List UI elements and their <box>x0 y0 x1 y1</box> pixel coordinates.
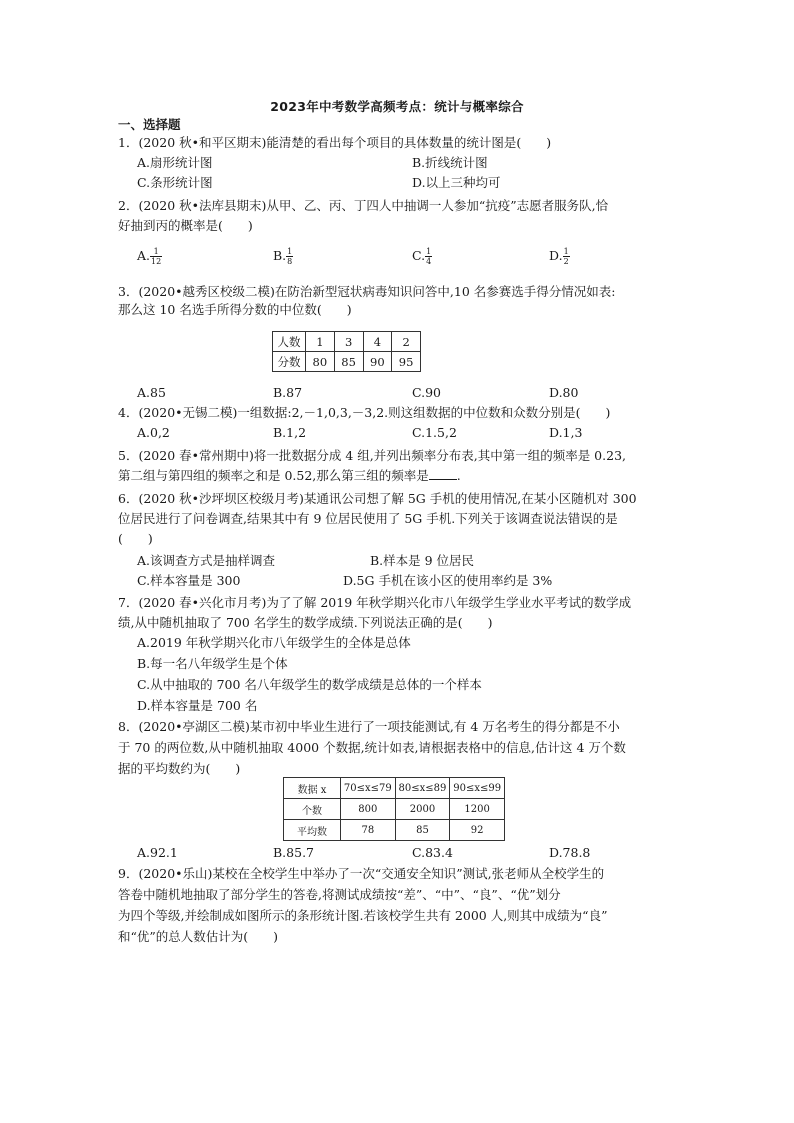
question-3-option-c: C.90 <box>412 385 441 400</box>
question-2-option-b: B. $\frac{1}{8}$ <box>273 247 293 266</box>
table-cell: 90≤x≤99 <box>450 778 505 799</box>
table-cell: 92 <box>450 820 505 841</box>
table-cell: 平均数 <box>284 820 341 841</box>
question-8-option-c: C.83.4 <box>412 845 453 860</box>
question-3-option-b: B.87 <box>273 385 303 400</box>
question-1-option-a: A.扇形统计图 <box>137 155 213 170</box>
question-2-option-d: D. $\frac{1}{2}$ <box>549 247 569 266</box>
question-6-option-d: D.5G 手机在该小区的使用率约是 3% <box>343 573 553 588</box>
table-cell: 85 <box>395 820 450 841</box>
question-4-stem: 4．(2020•无锡二模)一组数据:2,－1,0,3,－3,2.则这组数据的中位数和众数分别是( ) <box>118 405 611 420</box>
table-cell: 3 <box>334 332 363 352</box>
question-8-stem-line-3: 据的平均数约为( ) <box>118 761 241 776</box>
table-row <box>284 799 505 820</box>
table-cell: 数据 x <box>284 778 341 799</box>
fraction: $\frac{1}{8}$ <box>287 247 293 266</box>
question-8-option-b: B.85.7 <box>273 845 314 860</box>
question-3-option-d: D.80 <box>549 385 579 400</box>
question-7-stem-line-2: 绩,从中随机抽取了 700 名学生的数学成绩.下列说法正确的是( ) <box>118 615 493 630</box>
table-row <box>273 332 421 352</box>
question-1-option-d: D.以上三种均可 <box>412 175 501 190</box>
question-1-stem: 1．(2020 秋•和平区期末)能清楚的看出每个项目的具体数量的统计图是( ) <box>118 135 552 150</box>
fraction: $\frac{1}{4}$ <box>426 247 432 266</box>
table-cell: 90 <box>363 352 392 372</box>
question-6-option-b: B.样本是 9 位居民 <box>370 553 475 568</box>
question-4-option-b: B.1,2 <box>273 425 307 440</box>
table-cell: 个数 <box>284 799 341 820</box>
question-2-stem-line-1: 2．(2020 秋•法库县期末)从甲、乙、丙、丁四人中抽调一人参加“抗疫”志愿者服务队,恰 <box>118 198 609 213</box>
question-6-stem-line-1: 6．(2020 秋•沙坪坝区校级月考)某通讯公司想了解 5G 手机的使用情况,在某小区随机对 300 <box>118 491 637 506</box>
table-row <box>284 820 505 841</box>
question-3-stem-line-2: 那么这 10 名选手所得分数的中位数( ) <box>118 302 352 317</box>
table-cell: 2 <box>392 332 421 352</box>
question-4-option-d: D.1,3 <box>549 425 583 440</box>
question-9-stem-line-4: 和“优”的总人数估计为( ) <box>118 929 279 944</box>
table-cell: 95 <box>392 352 421 372</box>
table-row <box>284 778 505 799</box>
question-6-stem-line-3: ( ) <box>118 531 153 546</box>
question-6-stem-line-2: 位居民进行了问卷调查,结果其中有 9 位居民使用了 5G 手机.下列关于该调查说法错误的是 <box>118 511 618 526</box>
table-cell: 85 <box>334 352 363 372</box>
table-cell: 78 <box>341 820 396 841</box>
table-cell: 80≤x≤89 <box>395 778 450 799</box>
question-8-stem-line-1: 8．(2020•亭湖区二模)某市初中毕业生进行了一项技能测试,有 4 万名考生的得分都是不小 <box>118 719 620 734</box>
question-8-option-a: A.92.1 <box>137 845 178 860</box>
question-6-option-c: C.样本容量是 300 <box>137 573 241 588</box>
question-1-option-c: C.条形统计图 <box>137 175 213 190</box>
answer-blank <box>429 467 457 480</box>
table-cell: 4 <box>363 332 392 352</box>
table-cell: 2000 <box>395 799 450 820</box>
question-7-option-d: D.样本容量是 700 名 <box>137 698 258 713</box>
question-2-option-c: C. $\frac{1}{4}$ <box>412 247 432 266</box>
question-3-table <box>272 331 421 372</box>
table-cell: 分数 <box>273 352 306 372</box>
question-9-stem-line-1: 9．(2020•乐山)某校在全校学生中举办了一次“交通安全知识”测试,张老师从全校学生的 <box>118 866 605 881</box>
page-title: 2023年中考数学高频考点：统计与概率综合 <box>270 99 524 114</box>
fraction: $\frac{1}{12}$ <box>151 247 162 266</box>
question-7-option-c: C.从中抽取的 700 名八年级学生的数学成绩是总体的一个样本 <box>137 677 482 692</box>
question-1-option-b: B.折线统计图 <box>412 155 488 170</box>
question-7-stem-line-1: 7．(2020 春•兴化市月考)为了了解 2019 年秋学期兴化市八年级学生学业水平考试的数学成 <box>118 595 632 610</box>
table-cell: 800 <box>341 799 396 820</box>
section-heading: 一、选择题 <box>118 117 181 132</box>
table-cell: 80 <box>306 352 335 372</box>
question-6-option-a: A.该调查方式是抽样调查 <box>137 553 276 568</box>
table-cell: 70≤x≤79 <box>341 778 396 799</box>
question-8-option-d: D.78.8 <box>549 845 591 860</box>
question-9-stem-line-3: 为四个等级,并绘制成如图所示的条形统计图.若该校学生共有 2000 人,则其中成绩为“良” <box>118 908 608 923</box>
table-row <box>273 352 421 372</box>
fraction: $\frac{1}{2}$ <box>563 247 569 266</box>
question-7-option-a: A.2019 年秋学期兴化市八年级学生的全体是总体 <box>137 635 411 650</box>
question-2-stem-line-2: 好抽到丙的概率是( ) <box>118 218 253 233</box>
question-5-stem-line-2: 第二组与第四组的频率之和是 0.52,那么第三组的频率是 . <box>118 468 461 483</box>
question-9-stem-line-2: 答卷中随机地抽取了部分学生的答卷,将测试成绩按“差”、“中”、“良”、“优”划分 <box>118 887 561 902</box>
question-3-stem-line-1: 3．(2020•越秀区校级二模)在防治新型冠状病毒知识问答中,10 名参赛选手得分情况如表: <box>118 284 616 299</box>
table-cell: 人数 <box>273 332 306 352</box>
question-2-option-a: A. $\frac{1}{12}$ <box>137 247 162 266</box>
question-5-stem-line-1: 5．(2020 春•常州期中)将一批数据分成 4 组,并列出频率分布表,其中第一组的频率是 0.23, <box>118 448 626 463</box>
question-4-option-a: A.0,2 <box>137 425 170 440</box>
table-cell: 1 <box>306 332 335 352</box>
table-cell: 1200 <box>450 799 505 820</box>
question-3-option-a: A.85 <box>137 385 166 400</box>
question-7-option-b: B.每一名八年级学生是个体 <box>137 656 288 671</box>
question-8-table <box>283 777 505 841</box>
question-4-option-c: C.1.5,2 <box>412 425 457 440</box>
question-8-stem-line-2: 于 70 的两位数,从中随机抽取 4000 个数据,统计如表,请根据表格中的信息,估计这 4 万个数 <box>118 740 626 755</box>
